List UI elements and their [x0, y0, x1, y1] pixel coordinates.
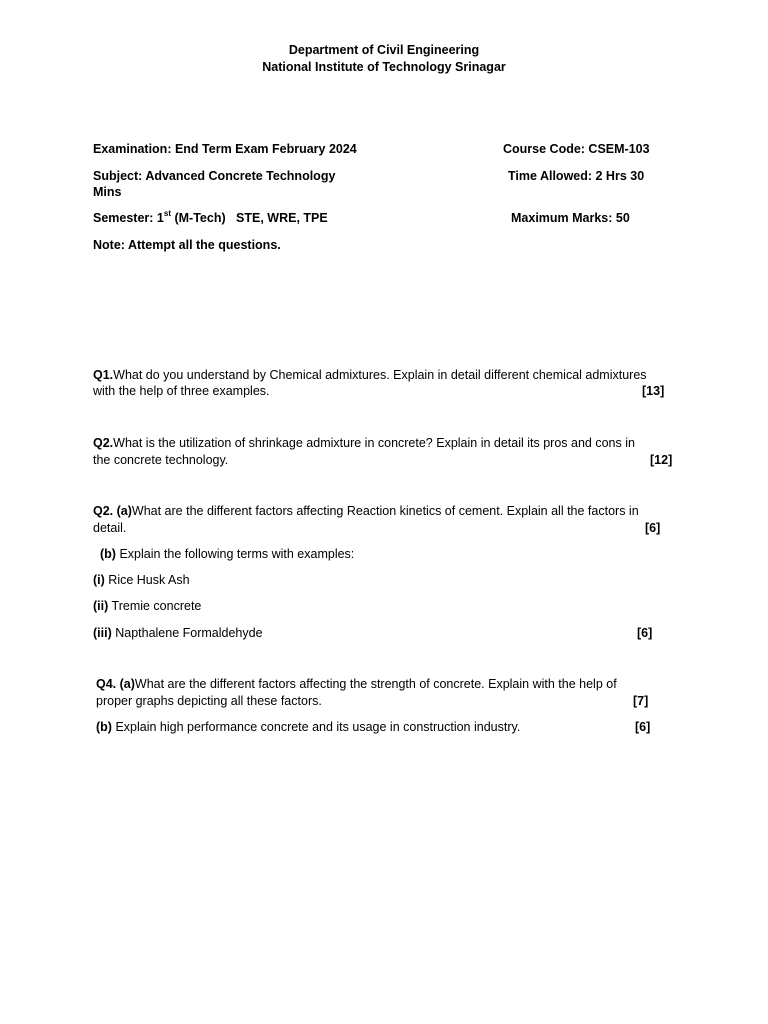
maximum-marks: Maximum Marks: 50 — [511, 211, 630, 225]
q4-part-b — [96, 719, 520, 736]
q4-b-label: (b) — [96, 720, 112, 734]
q3-item-i-label: (i) — [93, 573, 105, 587]
q1-text: What do you understand by Chemical admixtures. Explain in detail different chemical admixtures — [113, 368, 647, 382]
q3-marks-a: [6] — [645, 521, 661, 535]
subject-line: Subject: Advanced Concrete Technology — [93, 169, 336, 183]
q3-part-b — [100, 546, 354, 563]
q2-label: Q2. — [93, 436, 114, 450]
institute-title: National Institute of Technology Srinagar — [262, 60, 506, 74]
q3-item-ii — [93, 598, 201, 615]
q4-marks-b: [6] — [635, 720, 651, 734]
q3-line2: detail. — [93, 521, 127, 535]
q4-line1 — [96, 676, 617, 693]
q3-item-i-text: Rice Husk Ash — [104, 573, 190, 587]
q3-b-text: Explain the following terms with examples: — [115, 547, 355, 561]
semester-rest: (M-Tech) STE, WRE, TPE — [171, 211, 328, 225]
q3-marks-b: [6] — [637, 626, 653, 640]
q3-item-ii-text: Tremie concrete — [108, 599, 202, 613]
q3-label: Q2. (a) — [93, 504, 132, 518]
q3-item-iii-label: (iii) — [93, 626, 112, 640]
semester-prefix: Semester: 1 — [93, 211, 164, 225]
q1-line2: with the help of three examples. — [93, 384, 270, 398]
note-line: Note: Attempt all the questions. — [93, 238, 281, 252]
q3-item-ii-label: (ii) — [93, 599, 109, 613]
time-allowed: Time Allowed: 2 Hrs 30 — [508, 169, 645, 183]
semester-superscript: st — [163, 208, 171, 218]
q3-b-label: (b) — [100, 547, 116, 561]
semester-line — [93, 210, 328, 227]
q3-item-iii-text: Napthalene Formaldehyde — [111, 626, 263, 640]
course-code: Course Code: CSEM-103 — [503, 142, 650, 156]
time-allowed-wrap: Mins — [93, 185, 122, 199]
department-title: Department of Civil Engineering — [288, 43, 480, 57]
examination-line: Examination: End Term Exam February 2024 — [93, 142, 357, 156]
q4-text: What are the different factors affecting the strength of concrete. Explain with the help of — [134, 677, 617, 691]
q4-line2: proper graphs depicting all these factors. — [96, 694, 322, 708]
q3-line1 — [93, 503, 639, 520]
q4-marks-a: [7] — [633, 694, 649, 708]
q1-label: Q1. — [93, 368, 114, 382]
q2-marks: [12] — [650, 453, 673, 467]
q1-marks: [13] — [642, 384, 665, 398]
q3-item-iii — [93, 625, 263, 642]
q2-line2: the concrete technology. — [93, 453, 229, 467]
q3-text: What are the different factors affecting Reaction kinetics of cement. Explain all the factors in — [131, 504, 639, 518]
q1-line1 — [93, 367, 647, 384]
q2-text: What is the utilization of shrinkage admixture in concrete? Explain in detail its pros and cons in — [113, 436, 635, 450]
q4-label: Q4. (a) — [96, 677, 135, 691]
q4-b-text: Explain high performance concrete and its usage in construction industry. — [111, 720, 521, 734]
q3-item-i — [93, 572, 190, 589]
q2-line1 — [93, 435, 635, 452]
